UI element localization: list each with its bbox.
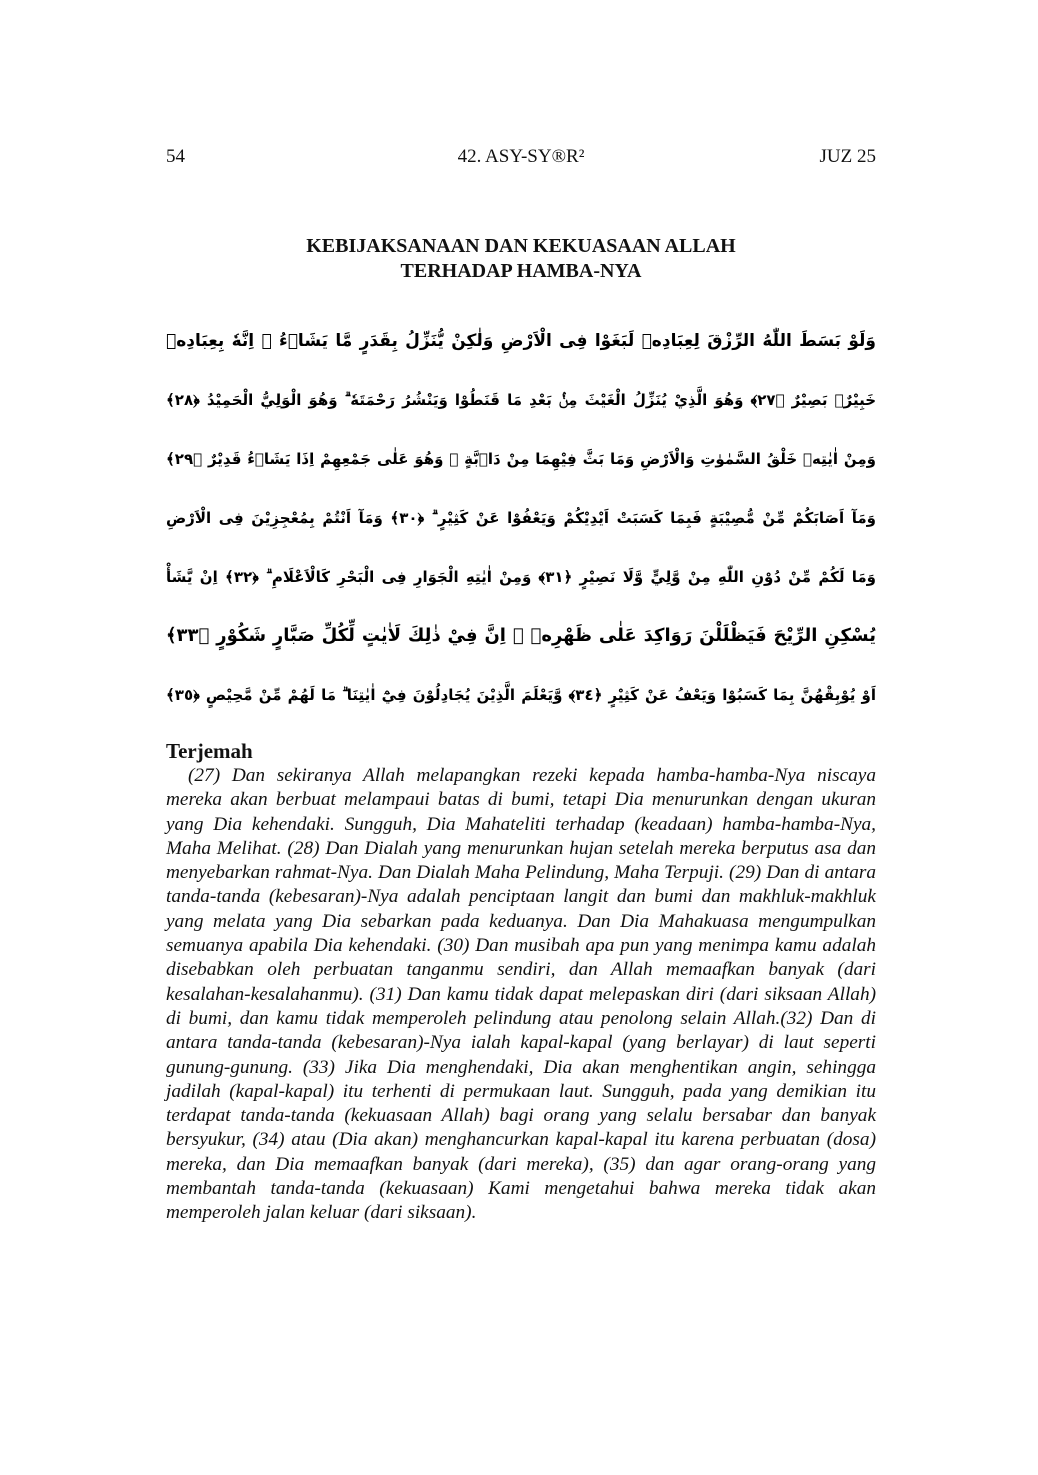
arabic-line: وَمَا لَكُمْ مِّنْ دُوْنِ اللّٰهِ مِنْ وَّلِيٍّ وَّلَا نَصِيْرٍ ﴿٣١﴾ وَمِنْ اٰيٰتِهِ الْجَوَارِ فِى الْبَحْرِ كَالْاَعْلَامِ ۗ ﴿٣٢﴾ اِنْ يَّشَأْ bbox=[166, 568, 876, 586]
section-title-line-1: KEBIJAKSANAAN DAN KEKUASAAN ALLAH bbox=[306, 235, 736, 257]
translation-text: (27) Dan sekiranya Allah melapangkan rezeki kepada hamba-hamba-Nya niscaya mereka akan berbuat melampaui batas di bumi, tetapi Dia menurunkan dengan ukuran yang Dia kehendaki. Sungguh, Dia Mahateliti terhadap (keadaan) hamba-hamba-Nya, Maha Melihat. (28) Dan Dialah yang menurunkan hujan setelah mereka berputus asa dan menyebarkan rahmat-Nya. Dan Dialah Maha Pelindung, Maha Terpuji. (29) Dan di antara tanda-tanda (kebesaran)-Nya adalah penciptaan langit dan bumi dan makhluk-makhluk yang melata yang Dia sebarkan pada keduanya. Dan Dia Mahakuasa mengumpulkan semuanya apabila Dia kehendaki. (30) Dan musibah apa pun yang menimpa kamu adalah disebabkan oleh perbuatan tanganmu sendiri, dan Allah memaafkan banyak (dari kesalahan-kesalahanmu). (31) Dan kamu tidak dapat melepaskan diri (dari siksaan Allah) di bumi, dan kamu tidak memperoleh pelindung atau penolong selain Allah.(32) Dan di antara tanda-tanda (kebesaran)-Nya ialah kapal-kapal (yang berlayar) di laut seperti gunung-gunung. (33) Jika Dia menghendaki, Dia akan menghentikan angin, sehingga jadilah (kapal-kapal) itu terhenti di permukaan laut. Sungguh, pada yang demikian itu terdapat tanda-tanda (kekuasaan Allah) bagi orang yang selalu bersabar dan banyak bersyukur, (34) atau (Dia akan) menghancurkan kapal-kapal itu karena perbuatan (dosa) mereka, dan Dia memaafkan banyak (dari mereka), (35) dan agar orang-orang yang membantah tanda-tanda (kekuasaan) Kami mengetahui bahwa mereka tidak akan memperoleh jalan keluar (dari siksaan). bbox=[166, 765, 876, 1224]
arabic-line: وَمَآ اَصَابَكُمْ مِّنْ مُّصِيْبَةٍ فَبِمَا كَسَبَتْ اَيْدِيْكُمْ وَيَعْفُوْا عَنْ كَثِيْرٍ ۗ ﴿٣٠﴾ وَمَآ اَنْتُمْ بِمُعْجِزِيْنَ فِى الْاَرْضِ bbox=[166, 509, 876, 527]
translation-heading: Terjemah bbox=[166, 739, 253, 763]
arabic-verses bbox=[166, 312, 876, 727]
arabic-line: وَمِنْ اٰيٰتِهٖ خَلْقُ السَّمٰوٰتِ وَالْاَرْضِ وَمَا بَثَّ فِيْهِمَا مِنْ دَاۤبَّةٍ ۗ وَهُوَ عَلٰى جَمْعِهِمْ اِذَا يَشَاۤءُ قَدِيْرٌ ﴿٢٩﴾ bbox=[166, 450, 876, 468]
arabic-line: خَبِيْرٌۢ بَصِيْرٌ ﴿٢٧﴾ وَهُوَ الَّذِيْ يُنَزِّلُ الْغَيْثَ مِنْۢ بَعْدِ مَا قَنَطُوْا وَيَنْشُرُ رَحْمَتَهٗ ۗ وَهُوَ الْوَلِيُّ الْحَمِيْدُ ﴿٢٨﴾ bbox=[166, 391, 876, 409]
section-title bbox=[166, 234, 876, 284]
arabic-line: اَوْ يُوْبِقْهُنَّ بِمَا كَسَبُوْا وَيَعْفُ عَنْ كَثِيْرٍ ﴿٣٤﴾ وَّيَعْلَمَ الَّذِيْنَ يُجَادِلُوْنَ فِيْٓ اٰيٰتِنَا ۗ مَا لَهُمْ مِّنْ مَّحِيْصٍ ﴿٣٥﴾ bbox=[166, 686, 876, 704]
arabic-line: وَلَوْ بَسَطَ اللّٰهُ الرِّزْقَ لِعِبَادِهٖ لَبَغَوْا فِى الْاَرْضِ وَلٰكِنْ يُّنَزِّلُ بِقَدَرٍ مَّا يَشَاۤءُ ۗ اِنَّهٗ بِعِبَادِهٖ bbox=[166, 331, 876, 351]
page-header bbox=[166, 146, 876, 174]
surah-name: 42. ASY-SY®R² bbox=[457, 146, 585, 167]
page-number: 54 bbox=[166, 146, 185, 167]
section-title-line-2: TERHADAP HAMBA-NYA bbox=[400, 260, 642, 282]
arabic-line: يُسْكِنِ الرِّيْحَ فَيَظْلَلْنَ رَوَاكِدَ عَلٰى ظَهْرِهٖ ۗ اِنَّ فِيْ ذٰلِكَ لَاٰيٰتٍ لِّكُلِّ صَبَّارٍ شَكُوْرٍ ﴿٣٣﴾ bbox=[166, 625, 876, 646]
juz-label: JUZ 25 bbox=[819, 146, 876, 167]
